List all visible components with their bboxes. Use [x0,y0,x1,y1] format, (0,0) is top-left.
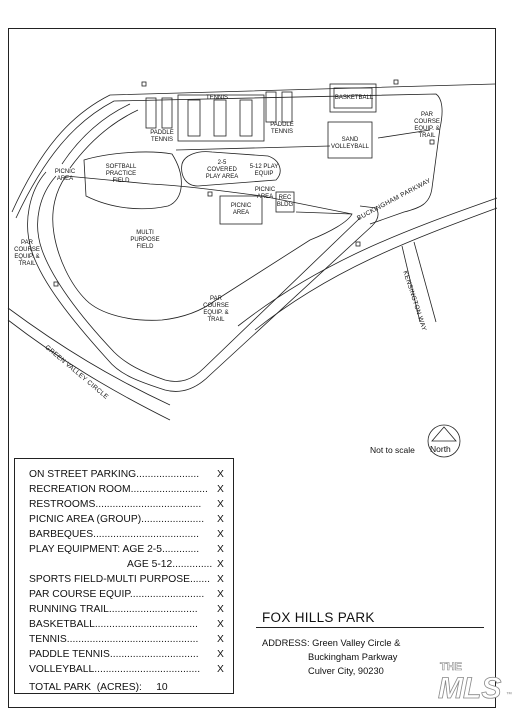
legend-row-mark: X [217,499,224,510]
label-par-course-right: PAR COURSE EQUIP. & TRAIL [414,112,440,139]
north-arrow [424,423,464,459]
legend-row-label: PLAY EQUIPMENT: AGE 2-5............. [29,544,200,555]
legend-row-mark: X [217,514,224,525]
not-to-scale-note: Not to scale [370,445,415,455]
legend-row-label: RECREATION ROOM........................... [29,484,208,495]
address-line-2: Buckingham Parkway [308,652,398,662]
mls-logo-icon [436,656,516,702]
legend-row-label: VOLLEYBALL..................................... [29,664,201,675]
label-play-equip: 5-12 PLAY EQUIP [249,164,279,177]
legend-row-mark: X [217,589,224,600]
legend-row-label: PAR COURSE EQUIP.......................... [29,589,205,600]
label-picnic-area-mid: PICNIC AREA [254,187,276,200]
legend-row-label: BARBEQUES..................................... [29,529,199,540]
label-covered-play: 2-5 COVERED PLAY AREA [205,160,239,180]
legend-row-label: PICNIC AREA (GROUP)...................... [29,514,205,525]
legend-row-mark: X [217,544,224,555]
legend-row-mark: X [217,574,224,585]
legend-row-label: RESTROOMS..................................... [29,499,202,510]
svg-text:MLS: MLS [438,672,502,702]
legend-row-label: TENNIS.............................................. [29,634,199,645]
legend-row-mark: X [217,469,224,480]
green-valley-road-edge [8,308,170,405]
legend-total: TOTAL PARK (ACRES): 10 [29,682,168,693]
mls-logo [436,656,516,702]
green-valley-road [8,320,170,420]
legend-row-label: AGE 5-12.............. [127,559,213,570]
label-paddle-tennis-right: PADDLE TENNIS [270,122,294,135]
trail-loop [28,172,378,391]
label-par-course-center: PAR COURSE EQUIP. & TRAIL [203,296,229,323]
legend-row-label: ON STREET PARKING...................... [29,469,200,480]
label-rec-bldg: REC BLDG [276,195,294,208]
label-par-course-left: PAR COURSE EQUIP. & TRAIL [14,240,40,267]
label-green-valley-circle: GREEN VALLEY CIRCLE [43,344,110,401]
label-picnic-area-center: PICNIC AREA [230,203,252,216]
label-multi-purpose: MULTI PURPOSE FIELD [130,230,160,250]
label-basketball: BASKETBALL [334,95,374,101]
legend-row-mark: X [217,484,224,495]
amenities-legend [14,458,234,694]
legend-row-mark: X [217,664,224,675]
label-kensington-way: KENSINGTON WAY [401,270,428,333]
legend-row-mark: X [217,559,224,570]
label-tennis: TENNIS [205,95,228,101]
page-title: FOX HILLS PARK [262,610,375,625]
tennis-court-1 [188,100,200,136]
svg-text:THE: THE [440,661,462,673]
legend-row-mark: X [217,619,224,630]
legend-row-label: PADDLE TENNIS............................... [29,649,199,660]
label-picnic-area-left: PICNIC AREA [54,169,76,182]
address-line-3: Culver City, 90230 [308,666,384,676]
legend-row-mark: X [217,529,224,540]
label-paddle-tennis-left: PADDLE TENNIS [150,130,174,143]
legend-row-mark: X [217,604,224,615]
trail-top [62,104,130,164]
paddle-court-right-2 [282,92,292,122]
paddle-court-left-1 [146,98,156,128]
legend-row-mark: X [217,634,224,645]
trail-loop-inner [38,176,360,382]
address-line-1: ADDRESS: Green Valley Circle & [262,638,401,648]
svg-text:™: ™ [506,692,512,698]
title-divider [256,627,484,628]
label-sand-volleyball: SAND VOLLEYBALL [330,137,370,150]
north-label: North [430,444,451,454]
tennis-court-3 [240,100,252,136]
label-buckingham-parkway: BUCKINGHAM PARKWAY [356,177,433,223]
legend-row-mark: X [217,649,224,660]
legend-row-label: BASKETBALL.................................... [29,619,198,630]
buckingham-parkway-road [255,208,497,333]
legend-row-label: RUNNING TRAIL............................... [29,604,198,615]
paddle-court-right-1 [266,92,276,122]
label-softball: SOFTBALL PRACTICE FIELD [105,164,137,184]
tennis-court-2 [214,100,226,136]
legend-row-label: SPORTS FIELD-MULTI PURPOSE....... [29,574,210,585]
trail-top-inner [70,110,138,168]
paddle-court-left-2 [162,98,172,128]
